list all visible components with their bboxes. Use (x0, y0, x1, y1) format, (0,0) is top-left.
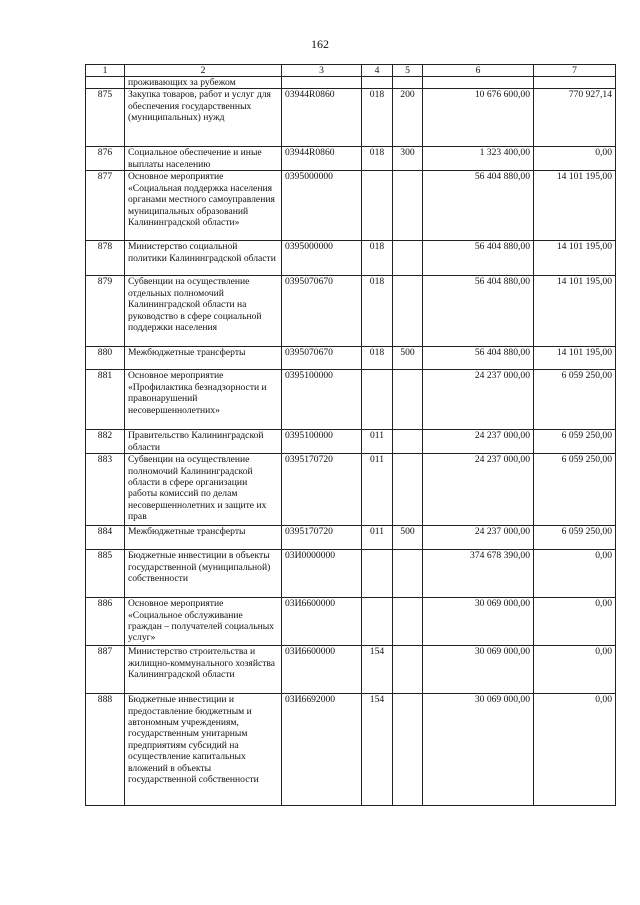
row-number: 881 (86, 370, 125, 430)
amount-actual: 14 101 195,00 (534, 241, 616, 276)
amount-actual: 0,00 (534, 598, 616, 646)
budget-code: 0395070670 (282, 347, 362, 370)
amount-plan: 56 404 880,00 (423, 241, 534, 276)
amount-actual: 0,00 (534, 646, 616, 694)
budget-code (282, 77, 362, 89)
row-number: 885 (86, 550, 125, 598)
table-row (86, 370, 616, 430)
item-name: Министерство социальной политики Калининградской области (125, 241, 282, 276)
amount-plan: 30 069 000,00 (423, 598, 534, 646)
column-header: 4 (362, 65, 393, 77)
table-body (86, 77, 616, 806)
row-number: 876 (86, 147, 125, 171)
budget-code: 03944R0860 (282, 147, 362, 171)
row-number: 877 (86, 171, 125, 241)
ministry-code (362, 171, 393, 241)
amount-plan: 374 678 390,00 (423, 550, 534, 598)
expense-type-code (393, 241, 423, 276)
item-name: Социальное обеспечение и иные выплаты населению (125, 147, 282, 171)
header-row (86, 65, 616, 77)
item-name: Министерство строительства и жилищно-коммунального хозяйства Калининградской области (125, 646, 282, 694)
amount-plan: 10 676 600,00 (423, 89, 534, 147)
amount-plan: 1 323 400,00 (423, 147, 534, 171)
expense-type-code (393, 276, 423, 347)
budget-code: 03944R0860 (282, 89, 362, 147)
row-number: 883 (86, 454, 125, 526)
budget-code: 0395170720 (282, 526, 362, 550)
amount-actual: 6 059 250,00 (534, 526, 616, 550)
budget-code: 03И6692000 (282, 694, 362, 806)
row-number: 886 (86, 598, 125, 646)
amount-actual: 6 059 250,00 (534, 430, 616, 454)
amount-actual: 14 101 195,00 (534, 276, 616, 347)
ministry-code (362, 77, 393, 89)
ministry-code: 018 (362, 347, 393, 370)
ministry-code: 011 (362, 430, 393, 454)
amount-plan: 30 069 000,00 (423, 646, 534, 694)
amount-actual: 0,00 (534, 147, 616, 171)
row-number: 878 (86, 241, 125, 276)
amount-plan: 24 237 000,00 (423, 526, 534, 550)
budget-code: 03И6600000 (282, 598, 362, 646)
table-row (86, 454, 616, 526)
ministry-code: 011 (362, 454, 393, 526)
row-number: 887 (86, 646, 125, 694)
expense-type-code (393, 430, 423, 454)
amount-plan: 56 404 880,00 (423, 276, 534, 347)
column-header: 6 (423, 65, 534, 77)
item-name: Закупка товаров, работ и услуг для обеспечения государственных (муниципальных) нужд (125, 89, 282, 147)
table-row (86, 171, 616, 241)
expense-type-code: 500 (393, 347, 423, 370)
item-name: Бюджетные инвестиции в объекты государственной (муниципальной) собственности (125, 550, 282, 598)
item-name: Основное мероприятие «Социальная поддержка населения органами местного самоуправления муниципальных образований Калининградской области» (125, 171, 282, 241)
ministry-code (362, 550, 393, 598)
item-name: Основное мероприятие «Профилактика безнадзорности и правонарушений несовершеннолетних» (125, 370, 282, 430)
amount-plan: 24 237 000,00 (423, 430, 534, 454)
table-row (86, 241, 616, 276)
budget-code: 03И6600000 (282, 646, 362, 694)
expense-type-code (393, 694, 423, 806)
amount-plan: 56 404 880,00 (423, 347, 534, 370)
amount-actual: 6 059 250,00 (534, 370, 616, 430)
row-number: 882 (86, 430, 125, 454)
item-name: Субвенции на осуществление полномочий Калининградской области в сфере организации работы комиссий по делам несовершеннолетних и защите их прав (125, 454, 282, 526)
ministry-code (362, 598, 393, 646)
amount-actual (534, 77, 616, 89)
amount-plan: 24 237 000,00 (423, 454, 534, 526)
expense-type-code (393, 171, 423, 241)
expense-type-code (393, 598, 423, 646)
amount-actual: 770 927,14 (534, 89, 616, 147)
ministry-code: 018 (362, 89, 393, 147)
table-row (86, 598, 616, 646)
item-name: Основное мероприятие «Социальное обслуживание граждан – получателей социальных услуг» (125, 598, 282, 646)
amount-actual: 0,00 (534, 550, 616, 598)
item-name: Бюджетные инвестиции и предоставление бюджетным и автономным учреждениям, государственным унитарным предприятиям субсидий на осуществление капитальных вложений в объекты государственной собственности (125, 694, 282, 806)
column-header: 5 (393, 65, 423, 77)
row-number: 879 (86, 276, 125, 347)
budget-code: 0395100000 (282, 370, 362, 430)
page-number: 162 (311, 37, 329, 51)
column-header: 3 (282, 65, 362, 77)
amount-actual: 14 101 195,00 (534, 347, 616, 370)
budget-table (85, 64, 616, 806)
ministry-code (362, 370, 393, 430)
budget-code: 0395000000 (282, 241, 362, 276)
amount-actual: 6 059 250,00 (534, 454, 616, 526)
expense-type-code: 300 (393, 147, 423, 171)
item-name: Правительство Калининградской области (125, 430, 282, 454)
amount-plan: 56 404 880,00 (423, 171, 534, 241)
ministry-code: 018 (362, 241, 393, 276)
amount-plan: 24 237 000,00 (423, 370, 534, 430)
item-name: проживающих за рубежом (125, 77, 282, 89)
expense-type-code: 200 (393, 89, 423, 147)
table-row (86, 430, 616, 454)
expense-type-code (393, 370, 423, 430)
ministry-code: 154 (362, 694, 393, 806)
table-row (86, 646, 616, 694)
column-header: 1 (86, 65, 125, 77)
table-row (86, 347, 616, 370)
budget-code: 0395070670 (282, 276, 362, 347)
table-row (86, 550, 616, 598)
budget-code: 0395170720 (282, 454, 362, 526)
item-name: Межбюджетные трансферты (125, 526, 282, 550)
row-number (86, 77, 125, 89)
item-name: Межбюджетные трансферты (125, 347, 282, 370)
column-header: 2 (125, 65, 282, 77)
column-header: 7 (534, 65, 616, 77)
amount-actual: 0,00 (534, 694, 616, 806)
expense-type-code (393, 77, 423, 89)
row-number: 875 (86, 89, 125, 147)
amount-plan: 30 069 000,00 (423, 694, 534, 806)
table-row (86, 77, 616, 89)
amount-plan (423, 77, 534, 89)
expense-type-code (393, 646, 423, 694)
row-number: 884 (86, 526, 125, 550)
table-row (86, 526, 616, 550)
budget-code: 0395000000 (282, 171, 362, 241)
expense-type-code (393, 550, 423, 598)
ministry-code: 018 (362, 276, 393, 347)
row-number: 880 (86, 347, 125, 370)
amount-actual: 14 101 195,00 (534, 171, 616, 241)
table-row (86, 89, 616, 147)
table-row (86, 147, 616, 171)
table-row (86, 694, 616, 806)
expense-type-code: 500 (393, 526, 423, 550)
ministry-code: 154 (362, 646, 393, 694)
item-name: Субвенции на осуществление отдельных полномочий Калининградской области на руководство в сфере социальной поддержки населения (125, 276, 282, 347)
expense-type-code (393, 454, 423, 526)
table-row (86, 276, 616, 347)
ministry-code: 011 (362, 526, 393, 550)
budget-code: 03И0000000 (282, 550, 362, 598)
ministry-code: 018 (362, 147, 393, 171)
budget-code: 0395100000 (282, 430, 362, 454)
row-number: 888 (86, 694, 125, 806)
